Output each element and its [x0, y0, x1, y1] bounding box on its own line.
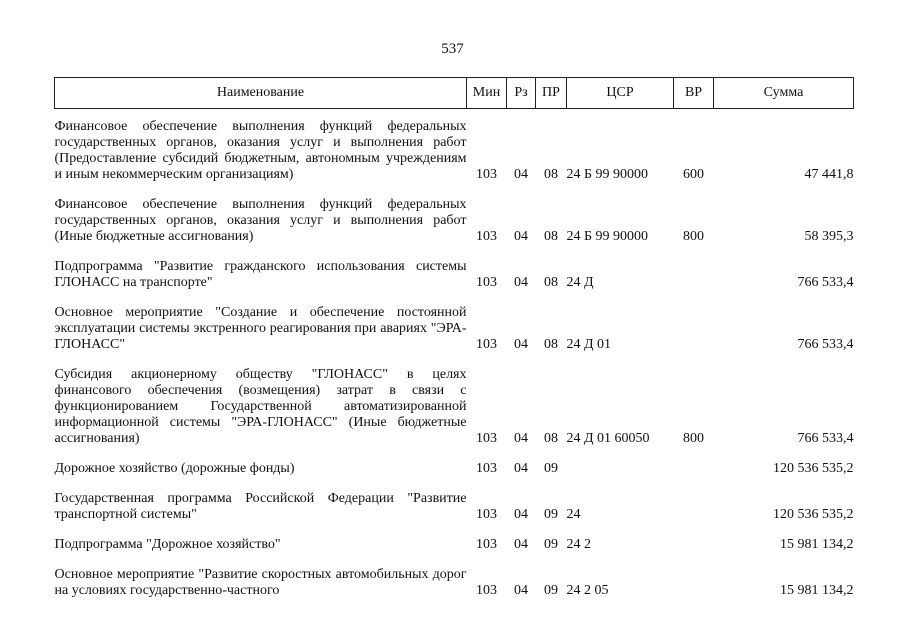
row-spacer [55, 481, 854, 491]
row-name: Подпрограмма "Развитие гражданского использования системы ГЛОНАСС на транспорте" [54, 259, 467, 290]
row-spacer-cell [55, 295, 854, 305]
table-row [55, 491, 854, 527]
table-row [55, 259, 854, 295]
table-row [55, 367, 854, 451]
row-spacer [55, 295, 854, 305]
row-spacer-cell [55, 557, 854, 567]
row-sum: 120 536 535,2 [773, 461, 854, 476]
header-pr: ПР [536, 78, 567, 109]
row-spacer-cell [55, 481, 854, 491]
row-name: Дорожное хозяйство (дорожные фонды) [54, 461, 295, 476]
row-pr: 08 [544, 431, 558, 446]
row-pr: 09 [544, 461, 558, 476]
row-min: 103 [476, 583, 497, 598]
row-sum: 47 441,8 [804, 167, 854, 182]
row-rz: 04 [514, 583, 528, 598]
row-name: Финансовое обеспечение выполнения функций федеральных государственных органов, оказания услуг и выполнения работ (Иные бюджетные ассигнования) [54, 197, 467, 244]
row-csr: 24 Д 01 [566, 337, 612, 352]
row-spacer [55, 527, 854, 537]
row-spacer-cell [55, 187, 854, 197]
row-spacer [55, 557, 854, 567]
row-csr: 24 Д [566, 275, 594, 290]
row-rz: 04 [514, 275, 528, 290]
row-min: 103 [476, 537, 497, 552]
table-row [55, 119, 854, 187]
row-min: 103 [476, 507, 497, 522]
row-sum: 766 533,4 [797, 275, 854, 290]
row-spacer-cell [55, 357, 854, 367]
row-rz: 04 [514, 537, 528, 552]
table-row [55, 305, 854, 357]
row-pr: 08 [544, 229, 558, 244]
row-spacer [55, 451, 854, 461]
row-vr [674, 567, 714, 603]
row-sum: 766 533,4 [797, 337, 854, 352]
row-min: 103 [476, 275, 497, 290]
row-min: 103 [476, 167, 497, 182]
row-min: 103 [476, 461, 497, 476]
row-sum: 766 533,4 [797, 431, 854, 446]
row-csr: 24 Д 01 60050 [566, 431, 650, 446]
row-pr: 08 [544, 275, 558, 290]
row-spacer [55, 357, 854, 367]
row-min: 103 [476, 229, 497, 244]
row-vr: 800 [683, 229, 704, 244]
header-name: Наименование [55, 78, 467, 109]
row-name: Финансовое обеспечение выполнения функций федеральных государственных органов, оказания услуг и выполнения работ (Предоставление субсидий бюджетным, автономным учреждениям и иным некоммерческим организациям) [54, 119, 467, 182]
row-name: Основное мероприятие "Развитие скоростных автомобильных дорог на условиях государственно-частного [54, 567, 467, 598]
header-rz: Рз [507, 78, 536, 109]
row-pr: 08 [544, 167, 558, 182]
header-sum: Сумма [714, 78, 854, 109]
row-vr [674, 491, 714, 527]
row-spacer [55, 249, 854, 259]
row-name: Подпрограмма "Дорожное хозяйство" [54, 537, 281, 552]
page-number: 537 [441, 41, 464, 57]
table-header-row [55, 78, 854, 109]
table-row [55, 537, 854, 557]
row-sum: 15 981 134,2 [780, 537, 854, 552]
row-sum: 120 536 535,2 [773, 507, 854, 522]
row-csr: 24 Б 99 90000 [566, 167, 649, 182]
row-spacer-cell [55, 109, 854, 120]
row-sum: 15 981 134,2 [780, 583, 854, 598]
row-csr: 24 [566, 507, 581, 522]
header-vr: ВР [674, 78, 714, 109]
row-vr: 600 [683, 167, 704, 182]
table-row [55, 567, 854, 603]
row-csr: 24 2 05 [566, 583, 609, 598]
budget-table [54, 77, 854, 603]
row-csr: 24 2 [566, 537, 591, 552]
table-row [55, 461, 854, 481]
row-vr [674, 461, 714, 481]
row-pr: 09 [544, 537, 558, 552]
row-spacer [55, 109, 854, 120]
row-pr: 09 [544, 507, 558, 522]
row-csr [567, 461, 674, 481]
row-spacer-cell [55, 249, 854, 259]
row-min: 103 [476, 337, 497, 352]
row-pr: 09 [544, 583, 558, 598]
table-row [55, 197, 854, 249]
row-spacer-cell [55, 527, 854, 537]
row-vr [674, 305, 714, 357]
row-vr: 800 [683, 431, 704, 446]
row-rz: 04 [514, 229, 528, 244]
row-min: 103 [476, 431, 497, 446]
row-spacer-cell [55, 451, 854, 461]
row-spacer [55, 187, 854, 197]
row-rz: 04 [514, 461, 528, 476]
row-rz: 04 [514, 167, 528, 182]
row-name: Государственная программа Российской Федерации "Развитие транспортной системы" [54, 491, 467, 522]
row-rz: 04 [514, 431, 528, 446]
row-vr [674, 259, 714, 295]
row-rz: 04 [514, 507, 528, 522]
row-name: Субсидия акционерному обществу "ГЛОНАСС" в целях финансового обеспечения (возмещения) затрат в связи с функционированием Государственной автоматизированной информационной системы "ЭРА-ГЛОНАСС" (Иные бюджетные ассигнования) [54, 367, 467, 446]
row-sum: 58 395,3 [804, 229, 854, 244]
row-vr [674, 537, 714, 557]
header-csr: ЦСР [567, 78, 674, 109]
row-rz: 04 [514, 337, 528, 352]
row-csr: 24 Б 99 90000 [566, 229, 649, 244]
row-name: Основное мероприятие "Создание и обеспечение постоянной эксплуатации системы экстренного реагирования при авариях "ЭРА-ГЛОНАСС" [54, 305, 467, 352]
row-pr: 08 [544, 337, 558, 352]
header-min: Мин [467, 78, 507, 109]
